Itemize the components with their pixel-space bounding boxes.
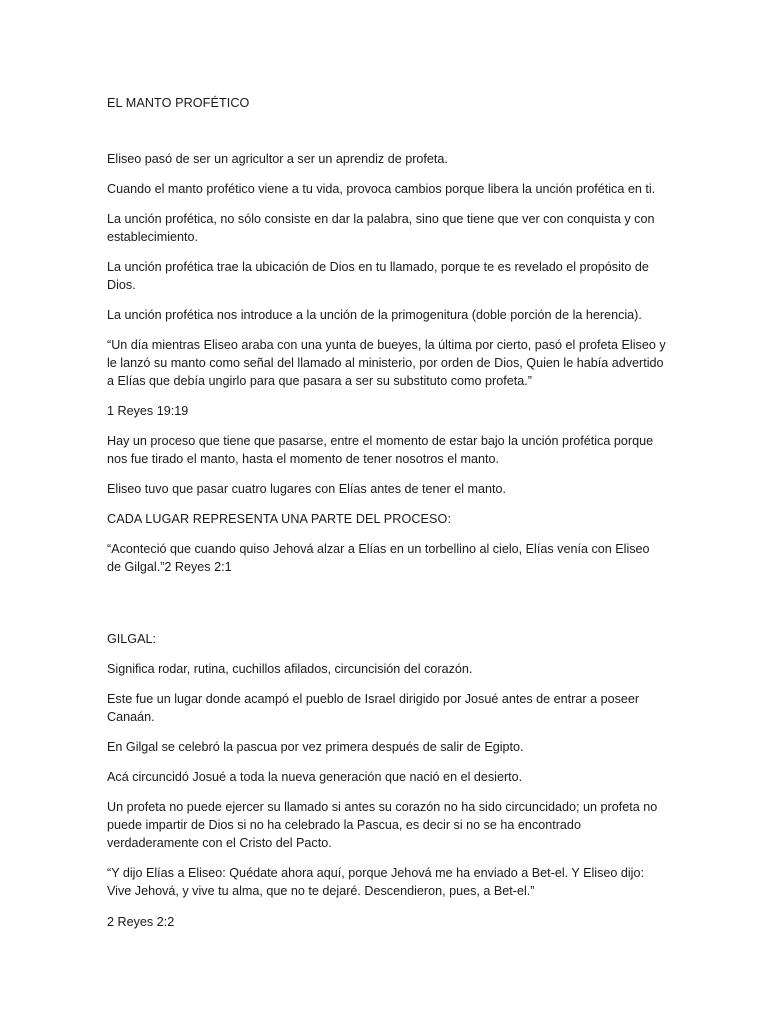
paragraph: La unción profética nos introduce a la unción de la primogenitura (doble porción de la herencia).	[107, 308, 642, 322]
paragraph: En Gilgal se celebró la pascua por vez primera después de salir de Egipto.	[107, 740, 524, 754]
quote-paragraph: “Un día mientras Eliseo araba con una yunta de bueyes, la última por cierto, pasó el profeta Eliseo y le lanzó su manto como señal del llamado al ministerio, por orden de Dios, Quien le había advertido a Elías que debía ungirlo para que pasara a ser su substituto como profeta.”	[107, 338, 666, 388]
paragraph: Este fue un lugar donde acampó el pueblo de Israel dirigido por Josué antes de entrar a poseer Canaán.	[107, 692, 640, 724]
section-heading: GILGAL:	[107, 632, 156, 646]
paragraph: Hay un proceso que tiene que pasarse, entre el momento de estar bajo la unción profética porque nos fue tirado el manto, hasta el momento de tener nosotros el manto.	[107, 434, 654, 466]
paragraph: La unción profética, no sólo consiste en dar la palabra, sino que tiene que ver con conquista y con establecimiento.	[107, 212, 655, 244]
paragraph: Un profeta no puede ejercer su llamado si antes su corazón no ha sido circuncidado; un profeta no puede impartir de Dios si no ha celebrado la Pascua, es decir si no se ha encontrado verdaderamente con el Cristo del Pacto.	[107, 800, 658, 850]
quote-paragraph: “Aconteció que cuando quiso Jehová alzar a Elías en un torbellino al cielo, Elías venía con Eliseo de Gilgal.”2 Reyes 2:1	[107, 542, 650, 574]
section-intro	[107, 150, 667, 588]
section-gilgal	[107, 630, 667, 912]
paragraph: Cuando el manto profético viene a tu vida, provoca cambios porque libera la unción profética en ti.	[107, 182, 656, 196]
section-heading: CADA LUGAR REPRESENTA UNA PARTE DEL PROCESO:	[107, 512, 452, 526]
section-reference	[107, 913, 667, 943]
paragraph: Eliseo tuvo que pasar cuatro lugares con Elías antes de tener el manto.	[107, 482, 507, 496]
scripture-reference: 2 Reyes 2:2	[107, 915, 175, 929]
document-title: EL MANTO PROFÉTICO	[107, 96, 250, 110]
quote-paragraph: “Y dijo Elías a Eliseo: Quédate ahora aquí, porque Jehová me ha enviado a Bet-el. Y Eliseo dijo: Vive Jehová, y vive tu alma, que no te dejaré. Descendieron, pues, a Bet-el.”	[107, 866, 644, 898]
paragraph: Acá circuncidó Josué a toda la nueva generación que nació en el desierto.	[107, 770, 523, 784]
paragraph: Significa rodar, rutina, cuchillos afilados, circuncisión del corazón.	[107, 662, 473, 676]
scripture-reference: 1 Reyes 19:19	[107, 404, 189, 418]
paragraph: Eliseo pasó de ser un agricultor a ser un aprendiz de profeta.	[107, 152, 448, 166]
paragraph: La unción profética trae la ubicación de Dios en tu llamado, porque te es revelado el propósito de Dios.	[107, 260, 649, 292]
